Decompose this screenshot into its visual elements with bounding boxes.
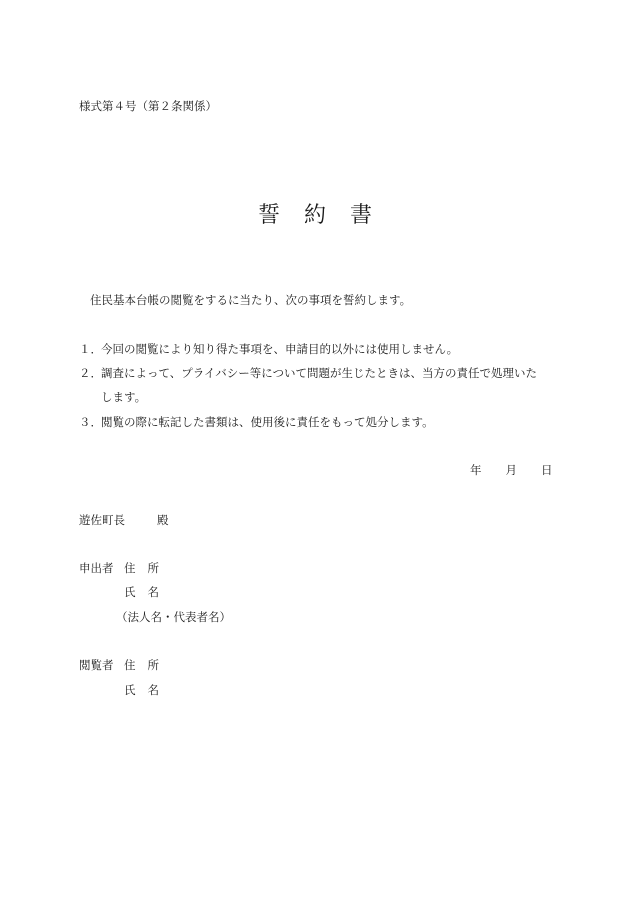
form-number: 様式第４号（第２条関係） (79, 99, 217, 113)
viewer-address-label (124, 660, 159, 672)
pledge-item (79, 368, 537, 380)
label-char: 所 (147, 658, 159, 672)
viewer-name-label (124, 685, 159, 697)
title-char: 誓 (257, 203, 280, 228)
label-char: 住 (124, 658, 136, 672)
item-text-continuation: します。 (101, 390, 147, 404)
addressee-name: 遊佐町長 (79, 513, 125, 527)
label-char: 住 (124, 561, 136, 575)
date-month-label: 月 (505, 463, 517, 477)
item-number: ３． (79, 415, 102, 429)
label-char: 氏 (124, 683, 136, 697)
pledge-item (79, 344, 458, 356)
title-char: 約 (303, 203, 326, 228)
date-line (470, 465, 553, 477)
title-char: 書 (350, 203, 373, 228)
item-number: １． (79, 342, 102, 356)
applicant-corporate-note: （法人名・代表者名） (116, 610, 231, 624)
date-day-label: 日 (541, 463, 553, 477)
item-text: 調査によって、プライバシー等について問題が生じたときは、当方の責任で処理いた (101, 366, 537, 380)
applicant-name-label (124, 587, 159, 599)
document-title (0, 205, 630, 227)
applicant-role-label: 申出者 (79, 561, 114, 575)
addressee-honorific: 殿 (157, 513, 169, 527)
label-char: 名 (147, 585, 159, 599)
item-number: ２． (79, 366, 102, 380)
item-text: 今回の閲覧により知り得た事項を、申請目的以外には使用しません。 (101, 342, 459, 356)
label-char: 所 (147, 561, 159, 575)
label-char: 氏 (124, 585, 136, 599)
addressee (79, 515, 169, 527)
date-year-label: 年 (470, 463, 482, 477)
label-char: 名 (147, 683, 159, 697)
item-text: 閲覧の際に転記した書類は、使用後に責任をもって処分します。 (101, 415, 434, 429)
viewer-role-label: 閲覧者 (79, 658, 114, 672)
pledge-item (79, 417, 434, 429)
applicant-address-label (124, 563, 159, 575)
intro-text: 住民基本台帳の閲覧をするに当たり、次の事項を誓約します。 (90, 293, 412, 307)
